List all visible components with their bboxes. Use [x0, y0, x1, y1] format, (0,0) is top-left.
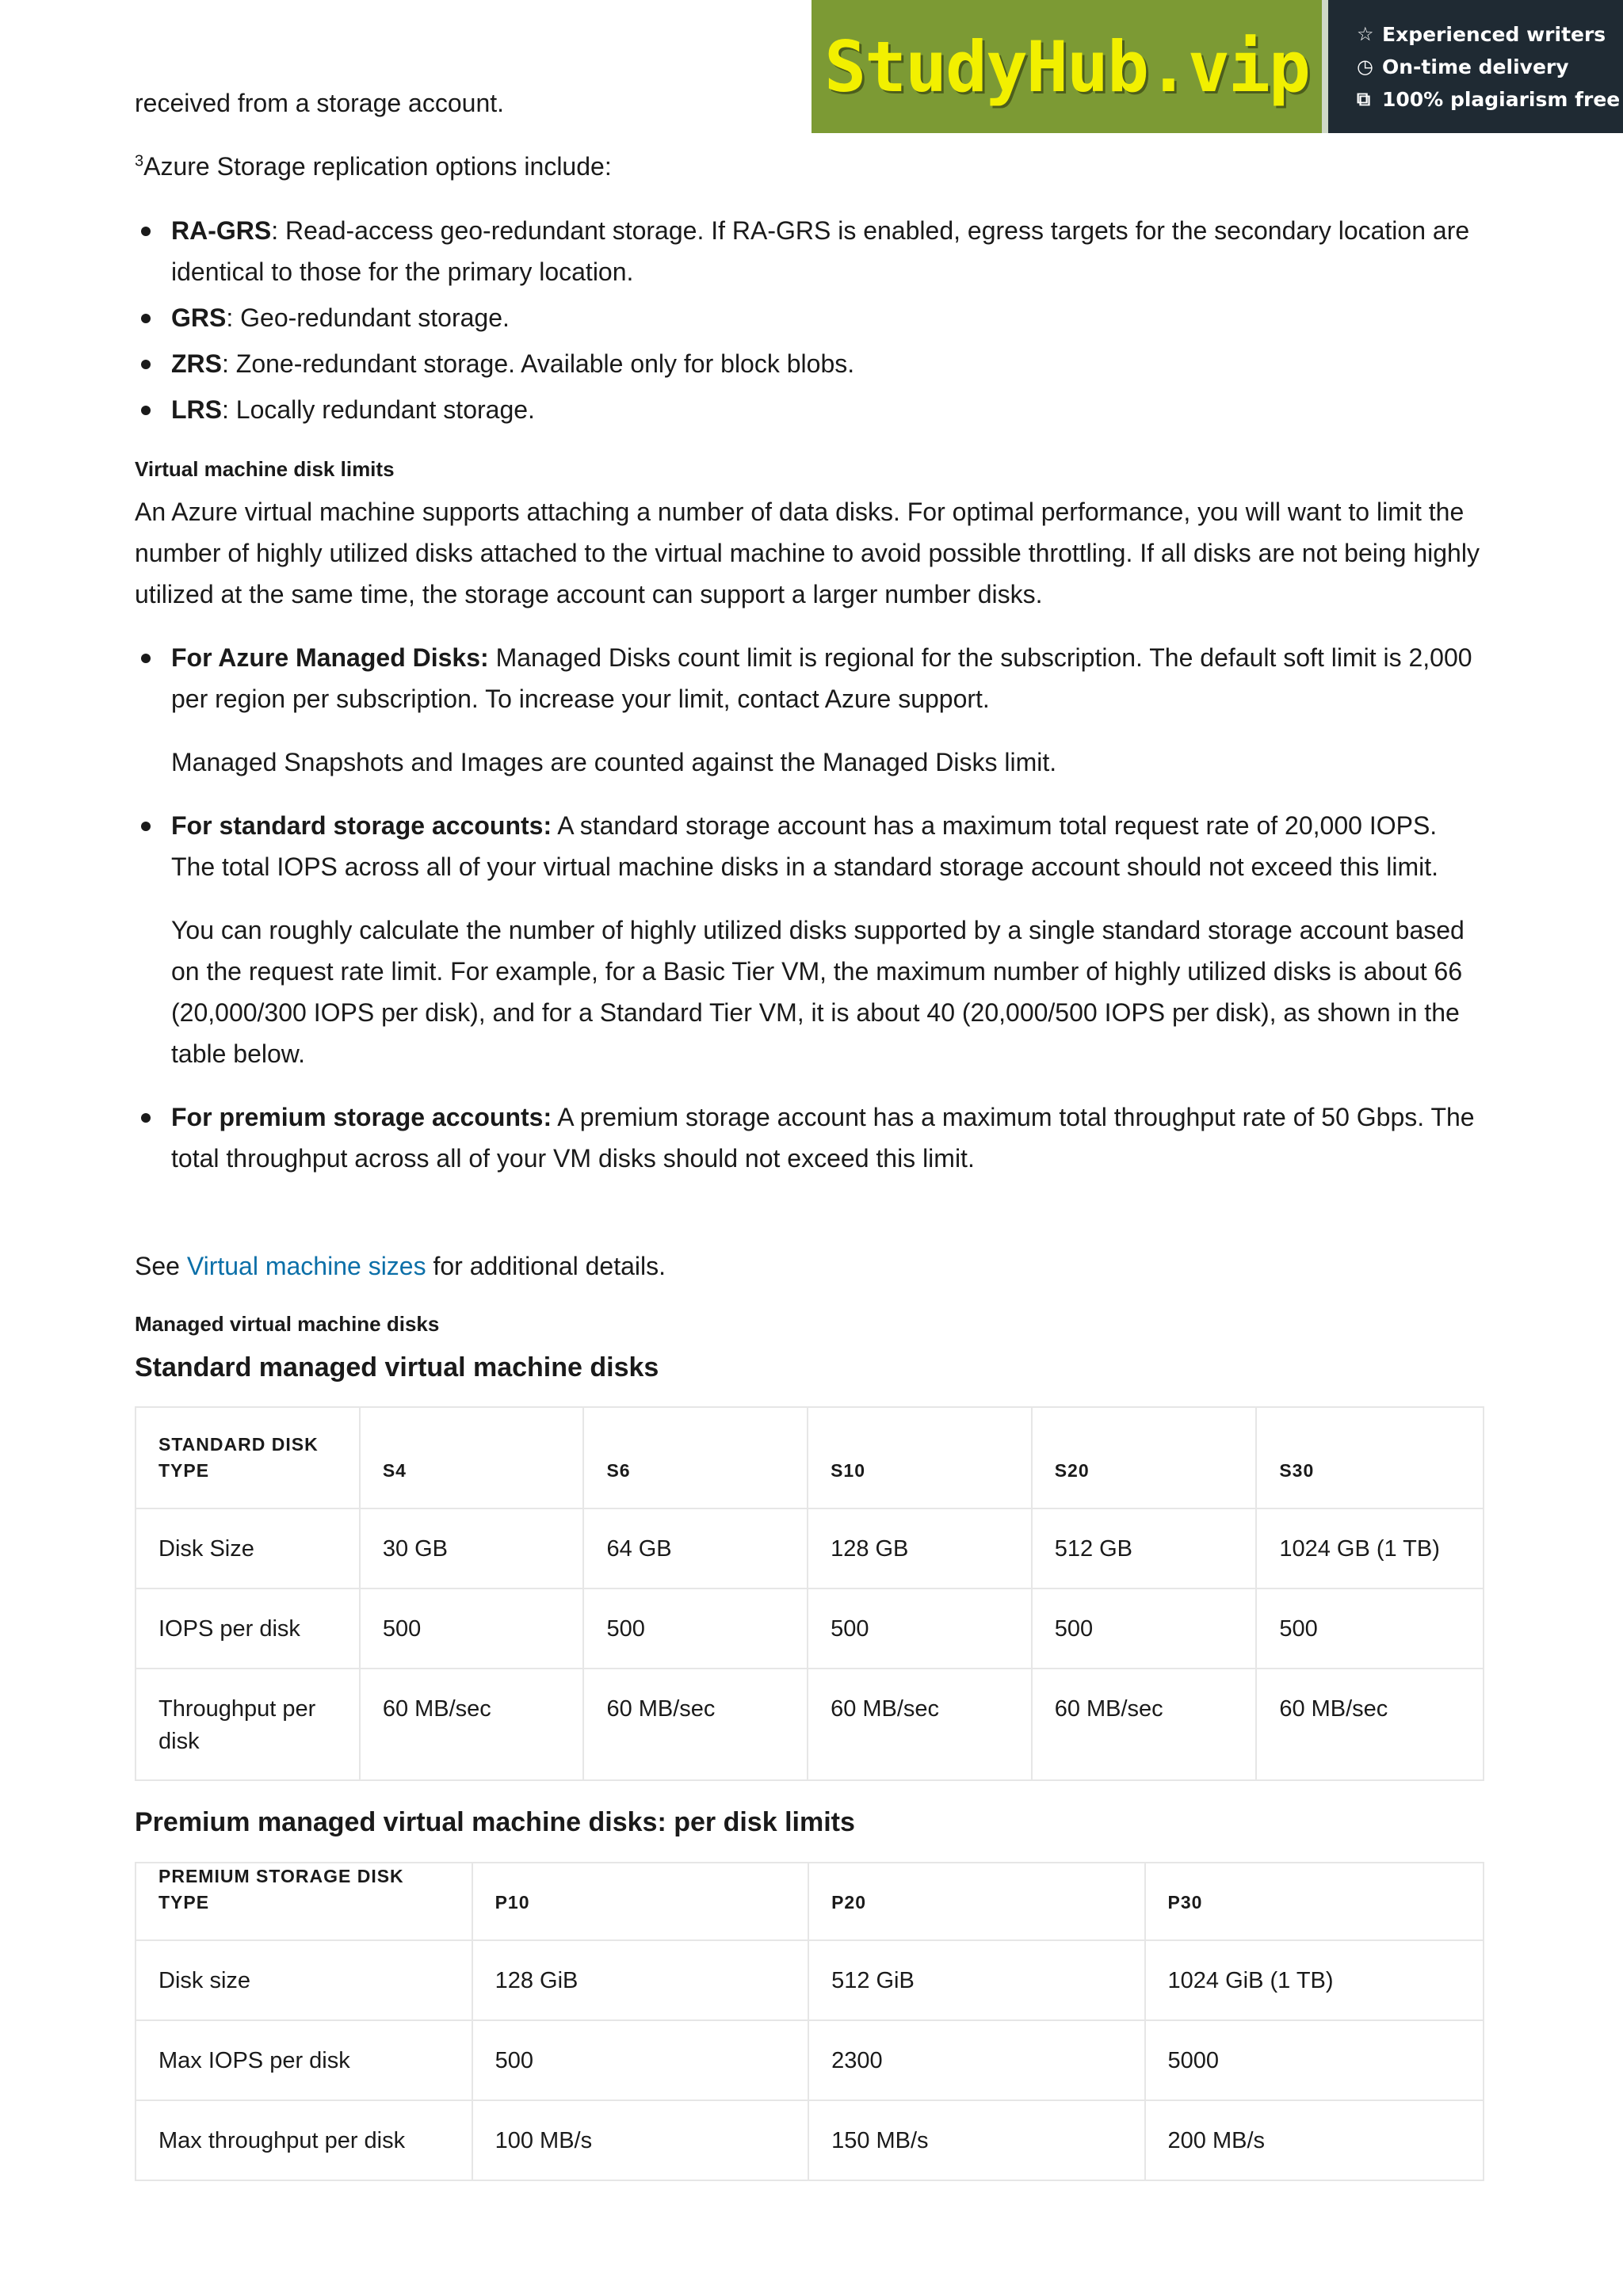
- table-header-cell: STANDARD DISK TYPE: [136, 1407, 360, 1508]
- table-header-cell: S10: [808, 1407, 1032, 1508]
- table-cell: 512 GB: [1032, 1508, 1257, 1589]
- premium-accounts-term: For premium storage accounts:: [171, 1103, 552, 1131]
- banner-features: [1328, 0, 1623, 133]
- table-header-cell: S4: [360, 1407, 584, 1508]
- table-cell: Disk Size: [136, 1508, 360, 1589]
- option-term: ZRS: [171, 349, 222, 378]
- continued-text: received from a storage account.: [135, 89, 505, 117]
- see-also-line: [135, 1245, 666, 1287]
- table-cell: IOPS per disk: [136, 1589, 360, 1669]
- table-cell: 60 MB/sec: [1256, 1669, 1484, 1780]
- standard-accounts-extra: You can roughly calculate the number of highly utilized disks supported by a single standard storage account based on the request rate limit. For example, for a Basic Tier VM, the maximum number of highly utilized disks is about 66 (20,000/300 IOPS per disk), and for a Standard Tier VM, it is about 40 (20,000/500 IOPS per disk), as shown in the table below.: [171, 916, 1465, 1068]
- table-cell: 512 GiB: [808, 1940, 1144, 2020]
- option-desc: : Locally redundant storage.: [222, 395, 535, 424]
- standard-accounts-term: For standard storage accounts:: [171, 811, 552, 840]
- table-cell: 128 GiB: [472, 1940, 808, 2020]
- banner-feature-label: Experienced writers: [1382, 22, 1606, 46]
- table-row: [136, 1940, 1484, 2020]
- option-term: RA-GRS: [171, 216, 272, 245]
- managed-disks-desc: Managed Disks count limit is regional for the subscription. The default soft limit is 2,000 per region per subscription. To increase your limit, contact Azure support.: [171, 643, 1472, 713]
- table-cell: Max IOPS per disk: [136, 2020, 472, 2100]
- premium-disks-table: [135, 1862, 1484, 2181]
- virtual-machine-sizes-link[interactable]: Virtual machine sizes: [186, 1252, 426, 1280]
- see-suffix: for additional details.: [426, 1252, 666, 1280]
- bullet-icon: [141, 314, 151, 323]
- table-cell: 2300: [808, 2020, 1144, 2100]
- table-cell: 1024 GB (1 TB): [1256, 1508, 1484, 1589]
- list-item: [135, 805, 1482, 1074]
- bullet-icon: [141, 406, 151, 415]
- table-header-row: [136, 1407, 1484, 1508]
- option-desc: : Geo-redundant storage.: [226, 303, 510, 332]
- table-cell: Max throughput per disk: [136, 2100, 472, 2180]
- list-item: [135, 297, 1482, 338]
- table-header-cell: S30: [1256, 1407, 1484, 1508]
- managed-disks-extra: Managed Snapshots and Images are counted against the Managed Disks limit.: [171, 748, 1057, 776]
- table-cell: Throughput per disk: [136, 1669, 360, 1780]
- standard-accounts-desc: A standard storage account has a maximum total request rate of 20,000 IOPS. The total IOPS across all of your virtual machine disks in a standard storage account should not exceed this limit.: [171, 811, 1439, 881]
- table-header-cell: P20: [808, 1863, 1144, 1940]
- table-row: [136, 2100, 1484, 2180]
- table-cell: 500: [472, 2020, 808, 2100]
- option-desc: : Zone-redundant storage. Available only for block blobs.: [222, 349, 855, 378]
- table-cell: 128 GB: [808, 1508, 1032, 1589]
- list-item: [135, 343, 1482, 384]
- standard-disks-table: [135, 1406, 1484, 1781]
- star-icon: ☆: [1357, 22, 1374, 45]
- table-cell: 500: [1256, 1589, 1484, 1669]
- table-row: [136, 1589, 1484, 1669]
- studyhub-logo: StudyHub.vip: [824, 25, 1309, 108]
- table-header-cell: S20: [1032, 1407, 1257, 1508]
- table-cell: Disk size: [136, 1940, 472, 2020]
- banner-feature: [1357, 51, 1623, 83]
- banner-logo-panel: [812, 0, 1328, 133]
- banner-feature-label: On-time delivery: [1382, 55, 1569, 78]
- table-row: [136, 1669, 1484, 1780]
- table-header-cell: PREMIUM STORAGE DISK TYPE: [136, 1863, 472, 1940]
- copy-icon: ⧉: [1357, 87, 1371, 110]
- table-header-cell: P30: [1145, 1863, 1484, 1940]
- list-item: [135, 210, 1482, 292]
- table-cell: 5000: [1145, 2020, 1484, 2100]
- table-cell: 500: [583, 1589, 808, 1669]
- premium-disks-title: Premium managed virtual machine disks: per disk limits: [135, 1807, 855, 1837]
- standard-disks-title: Standard managed virtual machine disks: [135, 1352, 659, 1383]
- replication-intro: [135, 146, 612, 187]
- banner-feature: [1357, 18, 1623, 51]
- vm-disk-limits-para: An Azure virtual machine supports attaching a number of data disks. For optimal performance, you will want to limit the number of highly utilized disks attached to the virtual machine to avoid possible throttling. If all disks are not being highly utilized at the same time, the storage account can support a larger number disks.: [135, 498, 1480, 608]
- option-term: GRS: [171, 303, 227, 332]
- table-cell: 100 MB/s: [472, 2100, 808, 2180]
- clock-icon: ◷: [1357, 55, 1373, 78]
- footnote-mark: 3: [135, 152, 144, 170]
- premium-accounts-desc: A premium storage account has a maximum total throughput rate of 50 Gbps. The total throughput across all of your VM disks should not exceed this limit.: [171, 1103, 1475, 1173]
- managed-disks-heading: Managed virtual machine disks: [135, 1312, 440, 1336]
- table-header-cell: P10: [472, 1863, 808, 1940]
- banner-feature: [1357, 83, 1623, 116]
- bullet-icon: [141, 1113, 151, 1123]
- list-item: [135, 389, 1482, 430]
- table-row: [136, 2020, 1484, 2100]
- managed-disks-term: For Azure Managed Disks:: [171, 643, 489, 672]
- table-cell: 150 MB/s: [808, 2100, 1144, 2180]
- bullet-icon: [141, 360, 151, 369]
- table-cell: 30 GB: [360, 1508, 584, 1589]
- studyhub-banner[interactable]: [812, 0, 1623, 133]
- vm-disk-limits-heading: Virtual machine disk limits: [135, 457, 395, 481]
- table-cell: 500: [360, 1589, 584, 1669]
- replication-intro-text: Azure Storage replication options include:: [143, 152, 612, 181]
- table-cell: 500: [808, 1589, 1032, 1669]
- table-cell: 64 GB: [583, 1508, 808, 1589]
- option-term: LRS: [171, 395, 222, 424]
- table-cell: 500: [1032, 1589, 1257, 1669]
- table-cell: 60 MB/sec: [583, 1669, 808, 1780]
- bullet-icon: [141, 822, 151, 831]
- replication-options-list: [135, 210, 1482, 430]
- list-item: [135, 637, 1482, 783]
- see-prefix: See: [135, 1252, 187, 1280]
- option-desc: : Read-access geo-redundant storage. If RA-GRS is enabled, egress targets for the secondary location are identical to those for the primary location.: [171, 216, 1470, 286]
- table-header-cell: S6: [583, 1407, 808, 1508]
- table-cell: 1024 GiB (1 TB): [1145, 1940, 1484, 2020]
- table-row: [136, 1508, 1484, 1589]
- table-cell: 200 MB/s: [1145, 2100, 1484, 2180]
- bullet-icon: [141, 227, 151, 236]
- table-header-row: [136, 1863, 1484, 1940]
- table-cell: 60 MB/sec: [1032, 1669, 1257, 1780]
- account-limits-list: [135, 637, 1482, 1179]
- list-item: [135, 1097, 1482, 1179]
- table-cell: 60 MB/sec: [360, 1669, 584, 1780]
- bullet-icon: [141, 654, 151, 663]
- banner-feature-label: 100% plagiarism free: [1382, 87, 1621, 111]
- table-cell: 60 MB/sec: [808, 1669, 1032, 1780]
